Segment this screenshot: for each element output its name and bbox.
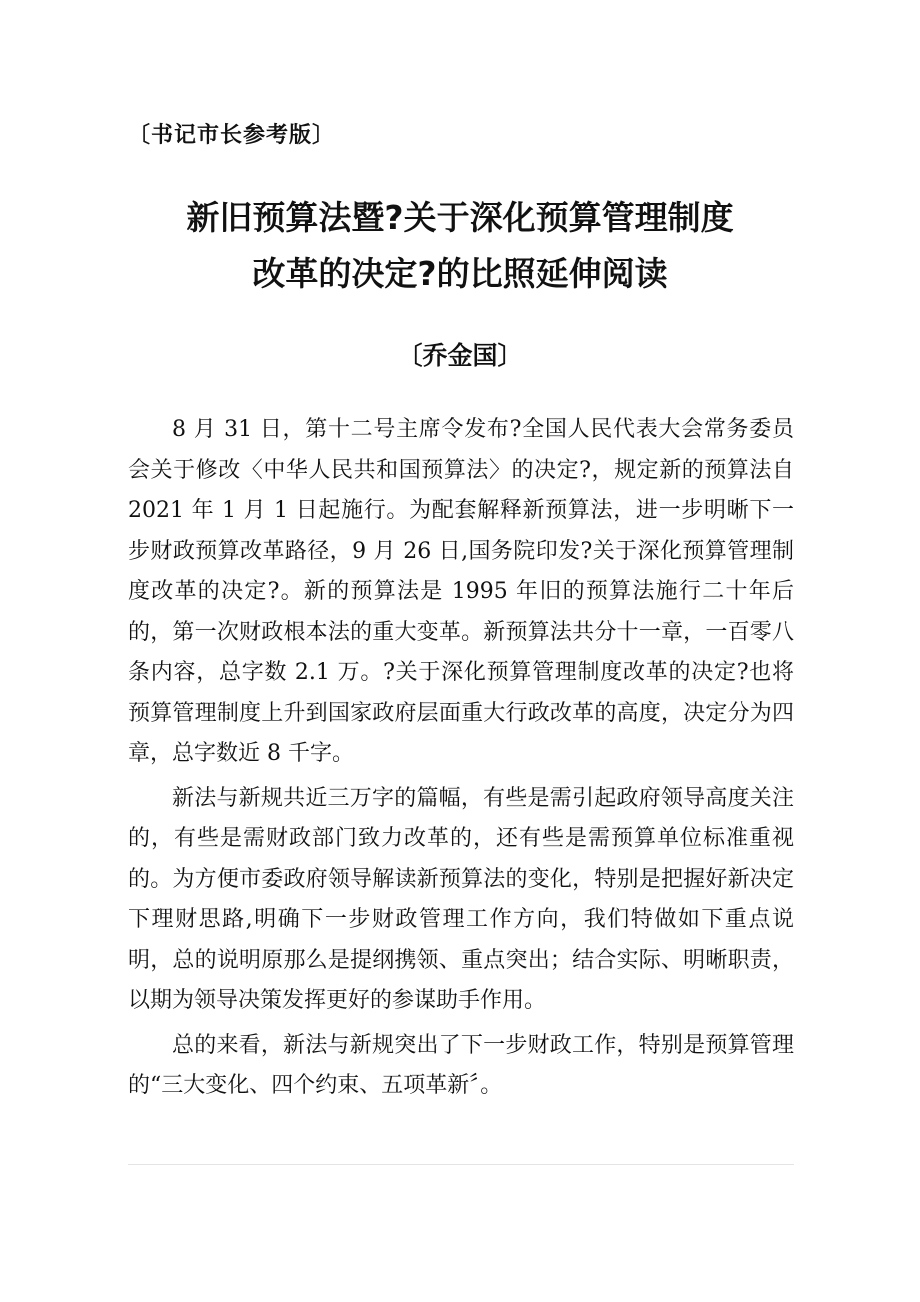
edition-label: 〔书记市长参考版〕 xyxy=(128,123,336,148)
title-line-1: 新旧预算法暨?关于深化预算管理制度 xyxy=(186,198,734,237)
body-text xyxy=(128,410,794,1111)
bottom-divider xyxy=(128,1164,794,1165)
paragraph-3: 总的来看，新法与新规突出了下一步财政工作，特别是预算管理的“三大变化、四个约束、五项革新〞。 xyxy=(128,1032,794,1098)
author-name: 〔乔金国〕 xyxy=(397,341,523,370)
document-title xyxy=(128,190,792,302)
title-line-2: 改革的决定?的比照延伸阅读 xyxy=(252,254,668,293)
paragraph-1: 8 月 31 日，第十二号主席令发布?全国人民代表大会常务委员会关于修改〈中华人民共和国预算法〉的决定?，规定新的预算法自 2021 年 1 月 1 日起施行。为配套解释新预算法，进一步明晰下一步财政预算改革路径，9 月 26 日,国务院印发?关于深化预算管理制度改革的决定?。新的预算法是 1995 年旧的预算法施行二十年后的，第一次财政根本法的重大变革。新预算法共分十一章，一百零八条内容，总字数 2.1 万。?关于深化预算管理制度改革的决定?也将预算管理制度上升到国家政府层面重大行政改革的高度，决定分为四章，总字数近 8 千字。 xyxy=(128,417,794,766)
paragraph-2: 新法与新规共近三万字的篇幅，有些是需引起政府领导高度关注的，有些是需财政部门致力改革的，还有些是需预算单位标准重视的。为方便市委政府领导解读新预算法的变化，特别是把握好新决定下理财思路,明确下一步财政管理工作方向，我们特做如下重点说明，总的说明原那么是提纲携领、重点突出；结合实际、明晰职责，以期为领导决策发挥更好的参谋助手作用。 xyxy=(128,785,794,1013)
